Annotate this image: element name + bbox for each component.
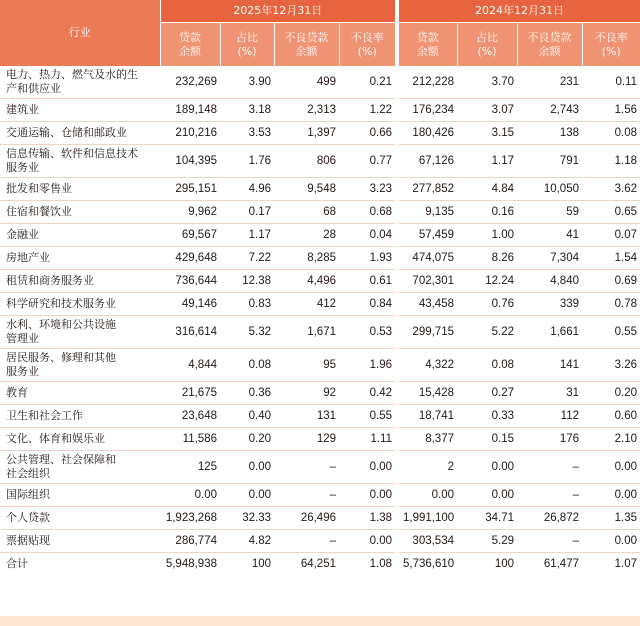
npl-ratio-cell-2025: 0.00 xyxy=(339,530,397,553)
npl-ratio-cell-2025: 0.00 xyxy=(339,484,397,507)
share-cell-2024: 0.16 xyxy=(457,201,517,224)
loan-balance-cell-2024: 1,991,100 xyxy=(397,507,457,530)
loan-balance-cell-2024: 303,534 xyxy=(397,530,457,553)
npl-ratio-cell-2025: 1.08 xyxy=(369,557,392,570)
share-cell-2024: 0.00 xyxy=(457,451,517,484)
share-cell-2025: 0.17 xyxy=(220,201,274,224)
npl-balance-cell-2025: 64,251 xyxy=(300,557,336,570)
npl-ratio-cell-2024: 0.78 xyxy=(582,293,640,316)
table-row xyxy=(0,99,640,122)
npl-balance-cell-2024: 26,872 xyxy=(517,507,582,530)
loan-balance-cell-2024: 474,075 xyxy=(397,247,457,270)
npl-balance-cell-2025: 68 xyxy=(274,201,339,224)
share-cell-2024: 0.08 xyxy=(457,349,517,382)
npl-balance-cell-2025: 2,313 xyxy=(274,99,339,122)
npl-ratio-cell-2024: 1.07 xyxy=(614,557,637,570)
npl-ratio-cell-2025: 0.66 xyxy=(339,122,397,145)
share-cell-2025: 100 xyxy=(251,557,271,570)
loan-balance-cell-2025: 69,567 xyxy=(160,224,220,247)
npl-balance-cell-2025: 26,496 xyxy=(274,507,339,530)
industry-name-cell xyxy=(0,484,160,507)
loan-balance-header-2025: 贷款 余额 xyxy=(160,23,220,66)
loan-balance-cell-2025: 11,586 xyxy=(160,428,220,451)
share-cell-2025: 0.40 xyxy=(220,405,274,428)
npl-ratio-cell-2024: 0.55 xyxy=(582,316,640,349)
share-header-2024: 占比 (%) xyxy=(457,23,517,66)
share-cell-2025: 3.53 xyxy=(220,122,274,145)
npl-ratio-cell-2024: 0.65 xyxy=(582,201,640,224)
npl-balance-cell-2024: 31 xyxy=(517,382,582,405)
footer-band xyxy=(0,616,640,626)
share-cell-2024: 0.27 xyxy=(457,382,517,405)
industry-name-line1: 国际组织 xyxy=(6,487,50,501)
table-row xyxy=(0,145,640,178)
industry-name-line1: 住宿和餐饮业 xyxy=(6,204,72,218)
share-cell-2025: 1.76 xyxy=(220,145,274,178)
table-row xyxy=(0,224,640,247)
npl-balance-cell-2025: 131 xyxy=(274,405,339,428)
share-cell-2025: 0.36 xyxy=(220,382,274,405)
loan-balance-cell-2024: 18,741 xyxy=(397,405,457,428)
table-row xyxy=(0,349,640,382)
share-cell-2024: 0.15 xyxy=(457,428,517,451)
loan-balance-cell-2025: 125 xyxy=(160,451,220,484)
npl-ratio-cell-2024: 0.60 xyxy=(582,405,640,428)
share-cell-2025: 0.83 xyxy=(220,293,274,316)
table-row xyxy=(0,122,640,145)
npl-ratio-cell-2024: 0.08 xyxy=(582,122,640,145)
industry-name-cell xyxy=(0,507,160,530)
loan-balance-cell-2025: 232,269 xyxy=(160,66,220,99)
npl-ratio-cell-2024: 3.62 xyxy=(582,178,640,201)
loan-balance-cell-2024: 212,228 xyxy=(397,66,457,99)
loan-balance-cell-2024: 5,736,610 xyxy=(397,553,457,576)
npl-ratio-cell-2025: 1.38 xyxy=(339,507,397,530)
loan-balance-cell-2024: 8,377 xyxy=(397,428,457,451)
npl-ratio-cell-2025: 0.55 xyxy=(339,405,397,428)
npl-ratio-cell-2024: 3.26 xyxy=(582,349,640,382)
npl-balance-cell-2024: 61,477 xyxy=(543,557,579,570)
npl-ratio-cell-2025: 1.96 xyxy=(339,349,397,382)
npl-balance-cell-2025: 412 xyxy=(274,293,339,316)
table-row xyxy=(0,405,640,428)
industry-name-cell xyxy=(0,382,160,405)
table-row xyxy=(0,270,640,293)
industry-name-line1: 交通运输、仓储和邮政业 xyxy=(6,125,127,139)
industry-name-cell xyxy=(0,405,160,428)
table-row xyxy=(0,293,640,316)
loan-balance-cell-2025: 316,614 xyxy=(160,316,220,349)
share-cell-2024: 34.71 xyxy=(457,507,517,530)
npl-ratio-cell-2024: 0.11 xyxy=(582,66,640,99)
industry-name-line2: 服务业 xyxy=(6,365,39,378)
industry-name-line1: 房地产业 xyxy=(6,250,50,264)
share-cell-2025: 12.38 xyxy=(220,270,274,293)
npl-ratio-cell-2025: 0.42 xyxy=(339,382,397,405)
loan-balance-cell-2025: 1,923,268 xyxy=(160,507,220,530)
npl-balance-cell-2024: 231 xyxy=(517,66,582,99)
loan-balance-cell-2025: 23,648 xyxy=(160,405,220,428)
npl-ratio-cell-2025: 0.77 xyxy=(339,145,397,178)
industry-name-cell xyxy=(0,122,160,145)
total-row xyxy=(0,553,640,576)
loan-balance-cell-2025: 295,151 xyxy=(160,178,220,201)
industry-name-line2: 管理业 xyxy=(6,332,39,345)
loan-balance-cell-2024: 277,852 xyxy=(397,178,457,201)
npl-balance-header-2025: 不良贷款 余额 xyxy=(274,23,339,66)
industry-name-line2: 产和供应业 xyxy=(6,82,61,95)
npl-balance-cell-2024: – xyxy=(517,484,582,507)
loan-balance-cell-2025: 4,844 xyxy=(160,349,220,382)
npl-balance-cell-2024: – xyxy=(517,451,582,484)
table-row xyxy=(0,484,640,507)
npl-balance-cell-2024: 141 xyxy=(517,349,582,382)
table-row xyxy=(0,66,640,99)
share-cell-2024: 0.33 xyxy=(457,405,517,428)
npl-ratio-cell-2025: 0.53 xyxy=(339,316,397,349)
npl-balance-cell-2024: 4,840 xyxy=(517,270,582,293)
industry-name-cell xyxy=(0,145,160,178)
share-cell-2025: 4.96 xyxy=(220,178,274,201)
npl-ratio-cell-2024: 1.18 xyxy=(582,145,640,178)
industry-name-cell xyxy=(0,224,160,247)
industry-name-line1: 租赁和商务服务业 xyxy=(6,273,94,287)
npl-ratio-cell-2024: 1.56 xyxy=(582,99,640,122)
loan-balance-cell-2024: 43,458 xyxy=(397,293,457,316)
npl-balance-cell-2025: – xyxy=(274,484,339,507)
table-row xyxy=(0,316,640,349)
loan-balance-cell-2024: 57,459 xyxy=(397,224,457,247)
loan-balance-cell-2024: 0.00 xyxy=(397,484,457,507)
npl-balance-cell-2025: – xyxy=(274,530,339,553)
share-cell-2024: 5.22 xyxy=(457,316,517,349)
loan-balance-cell-2024: 176,234 xyxy=(397,99,457,122)
industry-name-line1: 信息传输、软件和信息技术 xyxy=(6,146,138,160)
industry-name-line2: 社会组织 xyxy=(6,467,50,480)
industry-column-header: 行业 xyxy=(0,0,160,66)
industry-name-cell xyxy=(0,428,160,451)
npl-balance-header-2024: 不良贷款 余额 xyxy=(517,23,582,66)
npl-balance-cell-2024: 791 xyxy=(517,145,582,178)
loan-balance-cell-2025: 5,948,938 xyxy=(165,557,217,570)
npl-ratio-cell-2025: 0.61 xyxy=(339,270,397,293)
npl-balance-cell-2024: 41 xyxy=(517,224,582,247)
share-cell-2025: 0.20 xyxy=(220,428,274,451)
npl-balance-cell-2024: 10,050 xyxy=(517,178,582,201)
industry-name-line2: 服务业 xyxy=(6,161,39,174)
industry-name-cell xyxy=(0,99,160,122)
industry-name-line1: 批发和零售业 xyxy=(6,181,72,195)
table-body xyxy=(0,66,640,575)
industry-name-cell xyxy=(0,270,160,293)
loan-balance-cell-2025: 0.00 xyxy=(160,484,220,507)
loan-balance-cell-2024: 4,322 xyxy=(397,349,457,382)
loan-balance-cell-2025: 21,675 xyxy=(160,382,220,405)
share-cell-2024: 1.17 xyxy=(457,145,517,178)
npl-ratio-cell-2024: 0.00 xyxy=(582,530,640,553)
npl-ratio-cell-2024: 0.00 xyxy=(582,451,640,484)
share-cell-2024: 8.26 xyxy=(457,247,517,270)
npl-ratio-header-2024: 不良率 (%) xyxy=(582,23,640,66)
loan-balance-cell-2025: 429,648 xyxy=(160,247,220,270)
npl-balance-cell-2024: 7,304 xyxy=(517,247,582,270)
npl-ratio-cell-2025: 0.00 xyxy=(339,451,397,484)
industry-name-cell xyxy=(0,178,160,201)
npl-balance-cell-2025: 1,671 xyxy=(274,316,339,349)
npl-balance-cell-2025: 4,496 xyxy=(274,270,339,293)
npl-ratio-cell-2024: 2.10 xyxy=(582,428,640,451)
share-cell-2024: 0.76 xyxy=(457,293,517,316)
npl-ratio-cell-2025: 1.93 xyxy=(339,247,397,270)
npl-balance-cell-2025: 8,285 xyxy=(274,247,339,270)
npl-balance-cell-2024: 138 xyxy=(517,122,582,145)
npl-ratio-cell-2025: 0.68 xyxy=(339,201,397,224)
loan-balance-cell-2024: 2 xyxy=(397,451,457,484)
npl-ratio-cell-2025: 3.23 xyxy=(339,178,397,201)
share-cell-2025: 0.00 xyxy=(220,484,274,507)
npl-ratio-cell-2024: 1.54 xyxy=(582,247,640,270)
loan-balance-cell-2024: 299,715 xyxy=(397,316,457,349)
npl-balance-cell-2025: 28 xyxy=(274,224,339,247)
table-row xyxy=(0,507,640,530)
loan-balance-cell-2025: 736,644 xyxy=(160,270,220,293)
table-row xyxy=(0,451,640,484)
industry-name-cell xyxy=(0,66,160,99)
share-cell-2025: 5.32 xyxy=(220,316,274,349)
table-row xyxy=(0,247,640,270)
share-cell-2025: 3.90 xyxy=(220,66,274,99)
npl-ratio-cell-2025: 0.84 xyxy=(339,293,397,316)
industry-name-line1: 科学研究和技术服务业 xyxy=(6,296,116,310)
npl-balance-cell-2025: 9,548 xyxy=(274,178,339,201)
share-cell-2025: 0.00 xyxy=(220,451,274,484)
share-cell-2025: 32.33 xyxy=(220,507,274,530)
table-row xyxy=(0,201,640,224)
loan-balance-cell-2025: 286,774 xyxy=(160,530,220,553)
npl-ratio-cell-2025: 0.21 xyxy=(339,66,397,99)
industry-name-cell xyxy=(0,530,160,553)
loan-balance-cell-2024: 702,301 xyxy=(397,270,457,293)
share-cell-2025: 4.82 xyxy=(220,530,274,553)
share-cell-2025: 1.17 xyxy=(220,224,274,247)
industry-name-line1: 居民服务、修理和其他 xyxy=(6,350,116,364)
npl-balance-cell-2025: 1,397 xyxy=(274,122,339,145)
industry-name-cell xyxy=(0,451,160,484)
npl-ratio-cell-2025: 1.22 xyxy=(339,99,397,122)
share-cell-2024: 3.15 xyxy=(457,122,517,145)
npl-ratio-cell-2025: 0.04 xyxy=(339,224,397,247)
npl-balance-cell-2025: 806 xyxy=(274,145,339,178)
table-row xyxy=(0,382,640,405)
industry-name-cell xyxy=(0,247,160,270)
npl-balance-cell-2025: 95 xyxy=(274,349,339,382)
npl-balance-cell-2024: 59 xyxy=(517,201,582,224)
loan-balance-cell-2024: 67,126 xyxy=(397,145,457,178)
npl-ratio-cell-2025: 1.11 xyxy=(339,428,397,451)
industry-name-line1: 公共管理、社会保障和 xyxy=(6,452,116,466)
share-cell-2025: 0.08 xyxy=(220,349,274,382)
share-cell-2024: 3.70 xyxy=(457,66,517,99)
table-header xyxy=(0,0,640,66)
industry-name-line1: 电力、热力、燃气及水的生 xyxy=(6,67,138,81)
npl-balance-cell-2024: – xyxy=(517,530,582,553)
npl-balance-cell-2025: – xyxy=(274,451,339,484)
table-row xyxy=(0,428,640,451)
industry-name-line1: 个人贷款 xyxy=(6,510,50,524)
industry-name-cell xyxy=(0,553,160,576)
period-2025-header: 2025年12月31日 xyxy=(160,0,397,23)
share-cell-2024: 100 xyxy=(494,557,514,570)
share-cell-2025: 7.22 xyxy=(220,247,274,270)
npl-balance-cell-2024: 2,743 xyxy=(517,99,582,122)
loan-balance-cell-2024: 15,428 xyxy=(397,382,457,405)
loan-balance-cell-2024: 180,426 xyxy=(397,122,457,145)
loan-balance-cell-2025: 49,146 xyxy=(160,293,220,316)
industry-name-cell xyxy=(0,201,160,224)
npl-ratio-cell-2024: 1.35 xyxy=(582,507,640,530)
loan-balance-header-2024: 贷款 余额 xyxy=(397,23,457,66)
npl-ratio-cell-2024: 0.00 xyxy=(582,484,640,507)
loan-balance-cell-2025: 189,148 xyxy=(160,99,220,122)
npl-balance-cell-2024: 112 xyxy=(517,405,582,428)
industry-name-line1: 合计 xyxy=(6,556,28,570)
share-cell-2024: 5.29 xyxy=(457,530,517,553)
share-cell-2024: 12.24 xyxy=(457,270,517,293)
industry-name-line1: 水利、环境和公共设施 xyxy=(6,317,116,331)
industry-name-cell xyxy=(0,316,160,349)
npl-balance-cell-2024: 1,661 xyxy=(517,316,582,349)
share-cell-2024: 3.07 xyxy=(457,99,517,122)
npl-balance-cell-2025: 129 xyxy=(274,428,339,451)
loan-balance-cell-2024: 9,135 xyxy=(397,201,457,224)
industry-name-line1: 文化、体育和娱乐业 xyxy=(6,431,105,445)
npl-ratio-cell-2024: 0.69 xyxy=(582,270,640,293)
npl-balance-cell-2025: 499 xyxy=(274,66,339,99)
share-header-2025: 占比 (%) xyxy=(220,23,274,66)
npl-balance-cell-2025: 92 xyxy=(274,382,339,405)
industry-name-line1: 建筑业 xyxy=(6,102,39,116)
loan-balance-cell-2025: 104,395 xyxy=(160,145,220,178)
industry-name-cell xyxy=(0,293,160,316)
industry-name-line1: 卫生和社会工作 xyxy=(6,408,83,422)
share-cell-2025: 3.18 xyxy=(220,99,274,122)
loan-balance-cell-2025: 210,216 xyxy=(160,122,220,145)
industry-name-cell xyxy=(0,349,160,382)
share-cell-2024: 0.00 xyxy=(457,484,517,507)
npl-balance-cell-2024: 176 xyxy=(517,428,582,451)
loan-balance-cell-2025: 9,962 xyxy=(160,201,220,224)
industry-name-line1: 票据贴现 xyxy=(6,533,50,547)
industry-name-line1: 教育 xyxy=(6,385,28,399)
period-2024-header: 2024年12月31日 xyxy=(397,0,640,23)
npl-ratio-header-2025: 不良率 (%) xyxy=(339,23,397,66)
npl-ratio-cell-2024: 0.07 xyxy=(582,224,640,247)
npl-ratio-cell-2024: 0.20 xyxy=(582,382,640,405)
npl-balance-cell-2024: 339 xyxy=(517,293,582,316)
table-row xyxy=(0,178,640,201)
industry-name-line1: 金融业 xyxy=(6,227,39,241)
share-cell-2024: 1.00 xyxy=(457,224,517,247)
share-cell-2024: 4.84 xyxy=(457,178,517,201)
table-row xyxy=(0,530,640,553)
